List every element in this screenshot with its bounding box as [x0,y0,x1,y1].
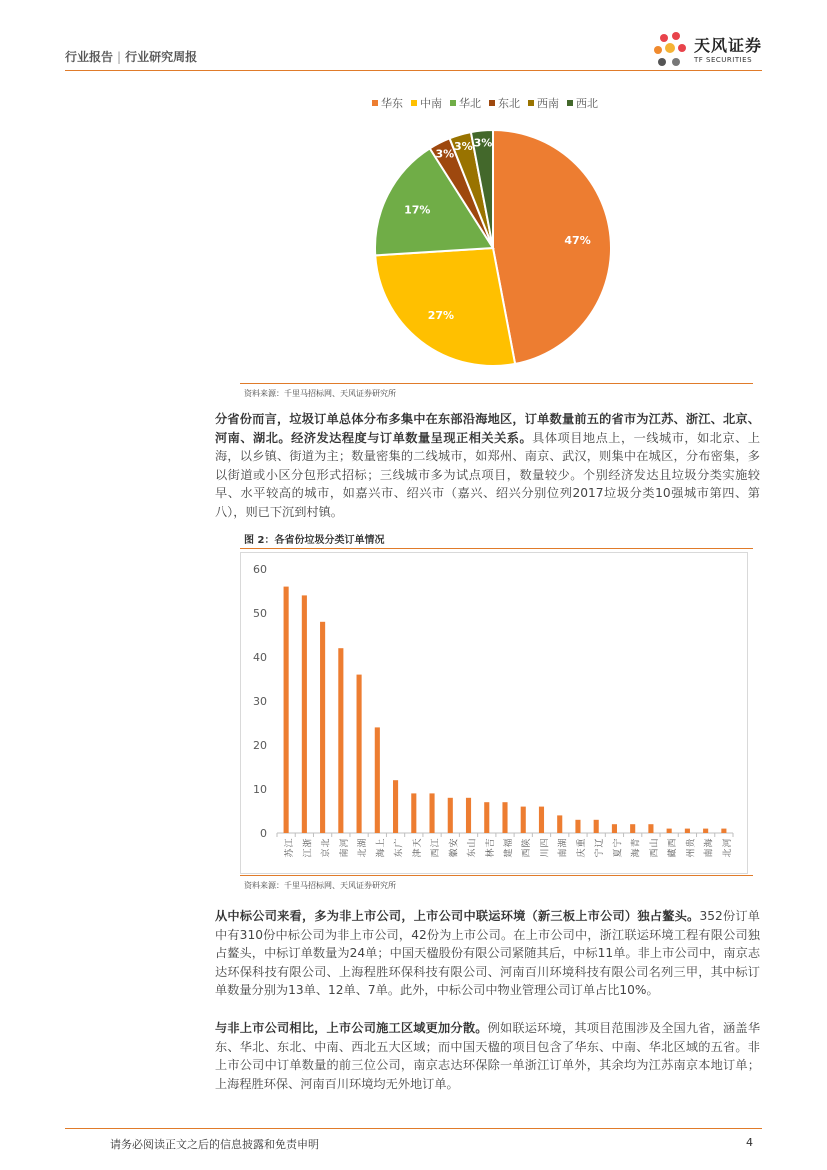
pie-data-label: 47% [564,234,591,248]
pie-legend-label: 华东 [381,97,403,110]
bar [703,829,708,833]
pie-data-label: 27% [427,309,455,323]
bar [484,802,489,833]
pie-legend-label: 西北 [576,97,598,110]
paragraph-regions [215,1019,760,1093]
bar [284,587,289,833]
x-tick-label: 建 [504,848,514,858]
pie-legend-label: 西南 [537,97,559,110]
figure-title: 图 2：各省份垃圾分类订单情况 [244,535,385,546]
x-tick-label: 东 [394,848,405,858]
x-tick-label: 江 [303,848,314,858]
x-tick-label: 徽 [449,848,460,858]
bar-chart [241,553,747,873]
x-tick-label: 西 [431,848,442,858]
logo-name-en: TF SECURITIES [694,56,753,64]
paragraph-winners-lead: 从中标公司来看，多为非上市公司，上市公司中联运环境（新三板上市公司）独占鳌头。 [215,909,700,923]
x-tick-label: 江 [285,838,296,848]
x-tick-label: 上 [376,838,387,848]
x-tick-label: 福 [504,838,514,848]
x-tick-label: 夏 [613,848,624,858]
x-tick-label: 京 [321,848,332,858]
x-tick-label: 陕 [522,838,533,848]
x-tick-label: 州 [686,848,697,858]
x-tick-label: 北 [722,848,733,858]
x-tick-label: 庆 [576,848,587,858]
pie-slice [375,248,515,366]
pie-legend-label: 华北 [459,97,481,110]
x-tick-label: 北 [321,838,332,848]
pie-legend-label: 东北 [498,97,520,110]
x-tick-label: 四 [540,838,551,848]
bar-source: 资料来源：千里马招标网、天风证券研究所 [244,881,396,890]
x-tick-label: 津 [412,848,423,858]
y-tick-label: 20 [253,739,267,752]
bar [521,807,526,833]
pie-data-label: 3% [454,140,473,154]
x-tick-label: 西 [668,838,679,848]
bar [338,648,343,833]
pie-legend-label: 中南 [420,97,442,110]
x-tick-label: 海 [631,848,642,858]
x-tick-label: 西 [522,848,533,858]
x-tick-label: 江 [431,838,442,848]
bar [375,727,380,833]
x-tick-label: 海 [376,848,387,858]
y-tick-label: 60 [253,563,267,576]
x-tick-label: 湖 [558,838,569,848]
paragraph-province-lead: 分省份而言，垃圾订单总体分布多集中在东部沿海地区，订单数量前五的省市为江苏、浙江、北京、河南、湖北。经济发达程度与订单数量呈现正相关关系。 [215,412,760,445]
y-tick-label: 10 [253,783,267,796]
bar [429,793,434,833]
bar [557,815,562,833]
bar [393,780,398,833]
figure-title-divider [240,548,753,549]
paragraph-regions-body: 例如联运环境，其项目范围涉及全国九省，涵盖华东、华北、东北、中南、西北五大区域；而中国天楹的项目包含了华东、中南、华北区域的五省。非上市公司中订单数量的前三位公司，南京志达环保除一单浙江订单外，其余均为江苏南京本地订单；上海程胜环保、河南百川环境均无外地订单。 [215,1021,761,1091]
pie-source-divider [240,383,753,384]
bar [594,820,599,833]
bar [648,824,653,833]
pie-slice [493,130,611,364]
x-tick-label: 川 [540,848,551,858]
page-number: 4 [746,1136,753,1149]
paragraph-winners [215,907,760,1000]
paragraph-regions-lead: 与非上市公司相比，上市公司施工区域更加分散。 [215,1021,488,1035]
bar [320,622,325,833]
report-header [65,48,197,65]
x-tick-label: 浙 [303,838,314,848]
x-tick-label: 重 [576,838,587,848]
x-tick-label: 西 [649,848,660,858]
bar [630,824,635,833]
bar [539,807,544,833]
bar [357,675,362,833]
x-tick-label: 吉 [485,838,496,848]
x-tick-label: 湖 [358,838,369,848]
x-tick-label: 南 [339,848,350,858]
y-tick-label: 40 [253,651,267,664]
pie-data-label: 3% [473,136,493,150]
x-tick-label: 宁 [595,848,606,858]
y-tick-label: 30 [253,695,267,708]
pie-data-label: 17% [404,203,431,217]
bar [302,595,307,833]
bar [721,829,726,833]
x-tick-label: 贵 [686,838,697,848]
x-tick-label: 北 [358,848,369,858]
x-tick-label: 藏 [668,848,679,858]
paragraph-province [215,410,760,521]
x-tick-label: 宁 [613,838,624,848]
bar [448,798,453,833]
bar [667,829,672,833]
bar [466,798,471,833]
x-tick-label: 山 [467,838,478,848]
paragraph-winners-body: 352份订单中有310份中标公司为非上市公司，42份为上市公司。在上市公司中，浙江联运环境工程有限公司独占鳌头，中标订单数量为24单；中国天楹股份有限公司紧随其后，中标11单。非上市公司中，南京志达环保科技有限公司、上海程胜环保科技有限公司、河南百川环境科技有限公司名列三甲，其中标订单数量分别为13单、12单、7单。此外，中标公司中物业管理公司订单占比10%。 [215,909,760,997]
logo-name-cn: 天风证券 [694,36,763,55]
x-tick-label: 广 [394,838,405,848]
y-tick-label: 0 [260,827,267,840]
bar-source-divider [240,875,753,876]
bar [575,820,580,833]
x-tick-label: 辽 [595,838,606,848]
y-tick-label: 50 [253,607,267,620]
x-tick-label: 东 [467,848,478,858]
header-separator: | [117,50,122,64]
x-tick-label: 南 [558,848,569,858]
x-tick-label: 林 [485,848,496,858]
footer-divider [65,1128,762,1129]
header-left: 行业报告 [65,50,114,64]
x-tick-label: 海 [704,838,715,848]
bar-chart-frame [240,552,748,874]
x-tick-label: 苏 [285,848,296,858]
x-tick-label: 河 [339,838,350,848]
x-tick-label: 南 [704,848,715,858]
bar [411,793,416,833]
x-tick-label: 天 [412,838,423,848]
header-right: 行业研究周报 [125,50,198,64]
bar [612,824,617,833]
bar [502,802,507,833]
pie-chart [240,85,750,383]
x-tick-label: 山 [649,838,660,848]
x-tick-label: 安 [449,838,460,848]
paragraph-province-body: 具体项目地点上，一线城市，如北京、上海，以乡镇、街道为主；数量密集的二线城市，如郑州、南京、武汉，则集中在城区，分布密集，多以街道或小区分包形式招标；三线城市多为试点项目，数量较少。个别经济发达且垃圾分类实施较早、水平较高的城市，如嘉兴市、绍兴市（嘉兴、绍兴分别位列2017垃圾分类10强城市第四、第八），则已下沉到村镇。 [215,430,761,519]
pie-data-label: 3% [435,147,455,161]
x-tick-label: 河 [722,838,733,848]
footer-disclaimer: 请务必阅读正文之后的信息披露和免责申明 [110,1138,319,1151]
bar [685,829,690,833]
x-tick-label: 青 [631,838,642,848]
pie-source: 资料来源：千里马招标网、天风证券研究所 [244,389,396,398]
